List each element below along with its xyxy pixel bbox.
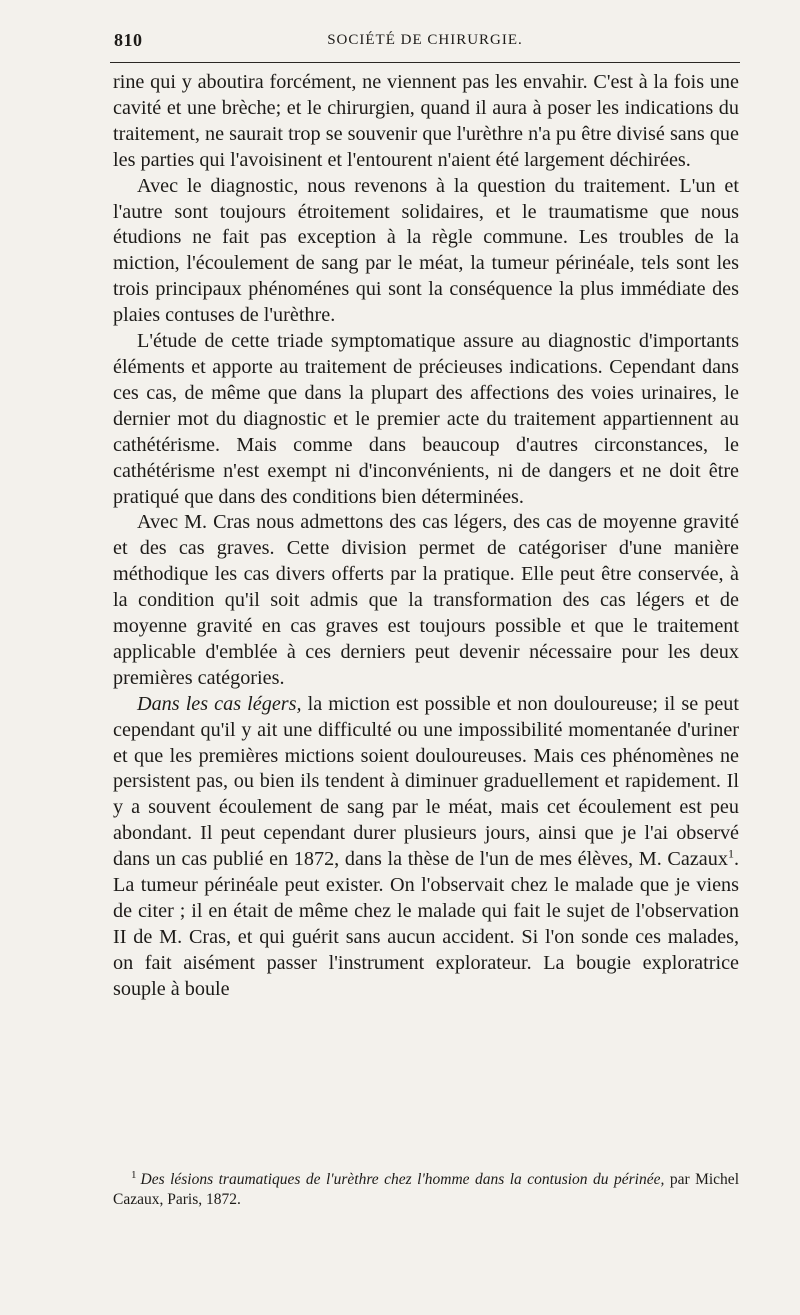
paragraph-3: L'étude de cette triade symptomatique assure au diagnostic d'importants éléments et apporte au traitement de précieuses indications. Cependant dans ces cas, de même que dans la plupart des affections des voies urinaires, le dernier mot du diagnostic et le premier acte du traitement appartiennent au cathétérisme. Mais comme dans beaucoup d'autres circonstances, le cathétérisme n'est exempt ni d'inconvénients, ni de dangers et ne doit être pratiqué que dans des conditions bien déterminées. <box>113 330 739 508</box>
paragraph-5-text-a: la miction est possible et non douloureuse; il se peut cependant qu'il y ait une difficulté ou une impossibilité momentanée d'uriner et que les premières mictions soient douloureuses. Mais ces phénomènes ne persistent pas, ou bien ils tendent à diminuer graduellement et rapidement. Il y a souvent écoulement de sang par le méat, mais cet écoulement est peu abondant. Il peut cependant durer plusieurs jours, ainsi que je l'ai observé dans un cas publié en 1872, dans la thèse de l'un de mes élèves, M. Cazaux <box>113 692 739 871</box>
footnote-rest: par Michel Cazaux, Paris, 1872. <box>113 1171 739 1208</box>
running-head: SOCIÉTÉ DE CHIRURGIE. <box>327 32 523 48</box>
body-text <box>113 70 739 1003</box>
page-header <box>110 30 740 54</box>
page-number: 810 <box>114 30 143 50</box>
paragraph-5-text-b: . La tumeur périnéale peut exister. On l'observait chez le malade que je viens de citer ; il en était de même chez le malade qui fait le sujet de l'observation II de M. Cras, et qui guérit sans aucun accident. Si l'on sonde ces malades, on fait aisément passer l'instrument explorateur. La bougie exploratrice souple à boule <box>113 848 739 1000</box>
paragraph-5 <box>113 692 739 1003</box>
footnote <box>113 1170 739 1210</box>
footnote-mark: 1 <box>131 1168 137 1181</box>
paragraph-5-lead: Dans les cas légers, <box>137 692 302 715</box>
paragraph-2: Avec le diagnostic, nous revenons à la question du traitement. L'un et l'autre sont toujours étroitement solidaires, et le traumatisme que nous étudions ne fait pas exception à la règle commune. Les troubles de la miction, l'écoulement de sang par le méat, la tumeur périnéale, tels sont les trois principaux phénoménes qui sont la conséquence la plus immédiate des plaies contuses de l'urèthre. <box>113 174 739 327</box>
paragraph-1: rine qui y aboutira forcément, ne viennent pas les envahir. C'est à la fois une cavité et une brèche; et le chirurgien, quand il aura à poser les indications du traitement, ne saurait trop se souvenir que l'urèthre n'a pu être divisé sans que les parties qui l'avoisinent et l'entourent n'aient été largement déchirées. <box>113 71 739 171</box>
header-rule <box>110 62 740 63</box>
footnote-title: Des lésions traumatiques de l'urèthre chez l'homme dans la contusion du périnée, <box>140 1171 665 1188</box>
paragraph-4: Avec M. Cras nous admettons des cas légers, des cas de moyenne gravité et des cas graves. Cette division permet de catégoriser d'une manière méthodique les cas divers offerts par la pratique. Elle peut être conservée, à la condition qu'il soit admis que la transformation des cas légers et de moyenne gravité en cas graves est toujours possible et que le traitement applicable d'emblée à ces derniers peut devenir nécessaire pour les deux premières catégories. <box>113 511 739 689</box>
footnote-ref: 1 <box>727 846 734 861</box>
